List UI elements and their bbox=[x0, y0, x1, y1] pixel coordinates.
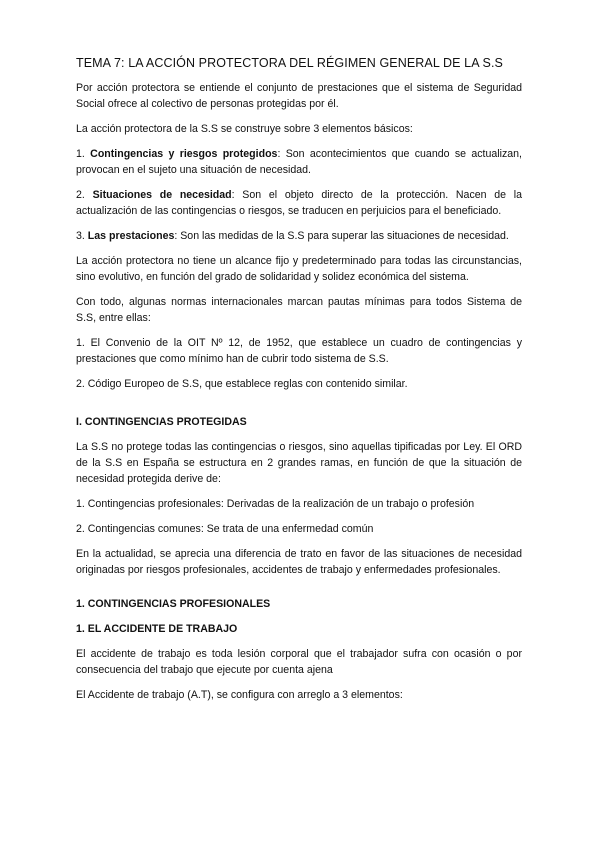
list-number: 1. bbox=[76, 148, 85, 160]
section-heading-contingencias: I. CONTINGENCIAS PROTEGIDAS bbox=[76, 416, 247, 428]
list-item-term: Contingencias y riesgos protegidos bbox=[90, 148, 278, 160]
list-item-term: Situaciones de necesidad bbox=[92, 189, 232, 201]
list-item-prestaciones bbox=[76, 228, 522, 244]
section-heading-profesionales: 1. CONTINGENCIAS PROFESIONALES bbox=[76, 598, 271, 610]
subsection-heading-accidente: 1. EL ACCIDENTE DE TRABAJO bbox=[76, 623, 238, 635]
paragraph-codigo-europeo: 2. Código Europeo de S.S, que establece reglas con contenido similar. bbox=[76, 378, 408, 390]
paragraph-accidente-elementos: El Accidente de trabajo (A.T), se configura con arreglo a 3 elementos: bbox=[76, 689, 403, 701]
paragraph-comunes: 2. Contingencias comunes: Se trata de una enfermedad común bbox=[76, 523, 374, 535]
list-item-situaciones bbox=[76, 187, 522, 219]
paragraph-ramas: La S.S no protege todas las contingencias o riesgos, sino aquellas tipificadas por Ley. El ORD de la S.S en España se estructura en 2 grandes ramas, en función de que la situación de necesidad protegida derive de: bbox=[76, 441, 522, 485]
paragraph-convenio-oit: 1. El Convenio de la OIT Nº 12, de 1952, que establece un cuadro de contingencias y prestaciones que como mínimo han de cubrir todo sistema de S.S. bbox=[76, 337, 522, 365]
list-item-contingencias bbox=[76, 146, 522, 178]
list-item-description: : Son el objeto directo de la protección. Nacen de la actualización de las contingencias o riesgos, se traducen en perjuicios para el beneficiado. bbox=[76, 189, 522, 217]
list-item-description: : Son acontecimientos que cuando se actualizan, provocan en el sujeto una situación de necesidad. bbox=[76, 148, 522, 176]
paragraph-profesionales: 1. Contingencias profesionales: Derivadas de la realización de un trabajo o profesión bbox=[76, 498, 475, 510]
paragraph-alcance: La acción protectora no tiene un alcance fijo y predeterminado para todas las circunstancias, sino evolutivo, en función del grado de solidaridad y solidez económica del sistema. bbox=[76, 255, 522, 283]
paragraph-definition: Por acción protectora se entiende el conjunto de prestaciones que el sistema de Seguridad Social ofrece al colectivo de personas protegidas por él. bbox=[76, 82, 522, 110]
paragraph-normas: Con todo, algunas normas internacionales marcan pautas mínimas para todos Sistema de S.S, entre ellas: bbox=[76, 296, 522, 324]
paragraph-diferencia-trato: En la actualidad, se aprecia una diferencia de trato en favor de las situaciones de necesidad originadas por riesgos profesionales, accidentes de trabajo y enfermedades profesionales. bbox=[76, 548, 522, 576]
paragraph-accidente-definicion: El accidente de trabajo es toda lesión corporal que el trabajador sufra con ocasión o por consecuencia del trabajo que ejecute por cuenta ajena bbox=[76, 648, 522, 676]
list-number: 2. bbox=[76, 189, 85, 201]
list-number: 3. bbox=[76, 230, 85, 242]
list-item-description: : Son las medidas de la S.S para superar las situaciones de necesidad. bbox=[174, 230, 509, 242]
list-item-term: Las prestaciones bbox=[87, 230, 175, 242]
paragraph-elements-intro: La acción protectora de la S.S se construye sobre 3 elementos básicos: bbox=[76, 123, 413, 135]
document-page bbox=[76, 56, 522, 712]
document-title: TEMA 7: LA ACCIÓN PROTECTORA DEL RÉGIMEN GENERAL DE LA S.S bbox=[76, 56, 503, 70]
